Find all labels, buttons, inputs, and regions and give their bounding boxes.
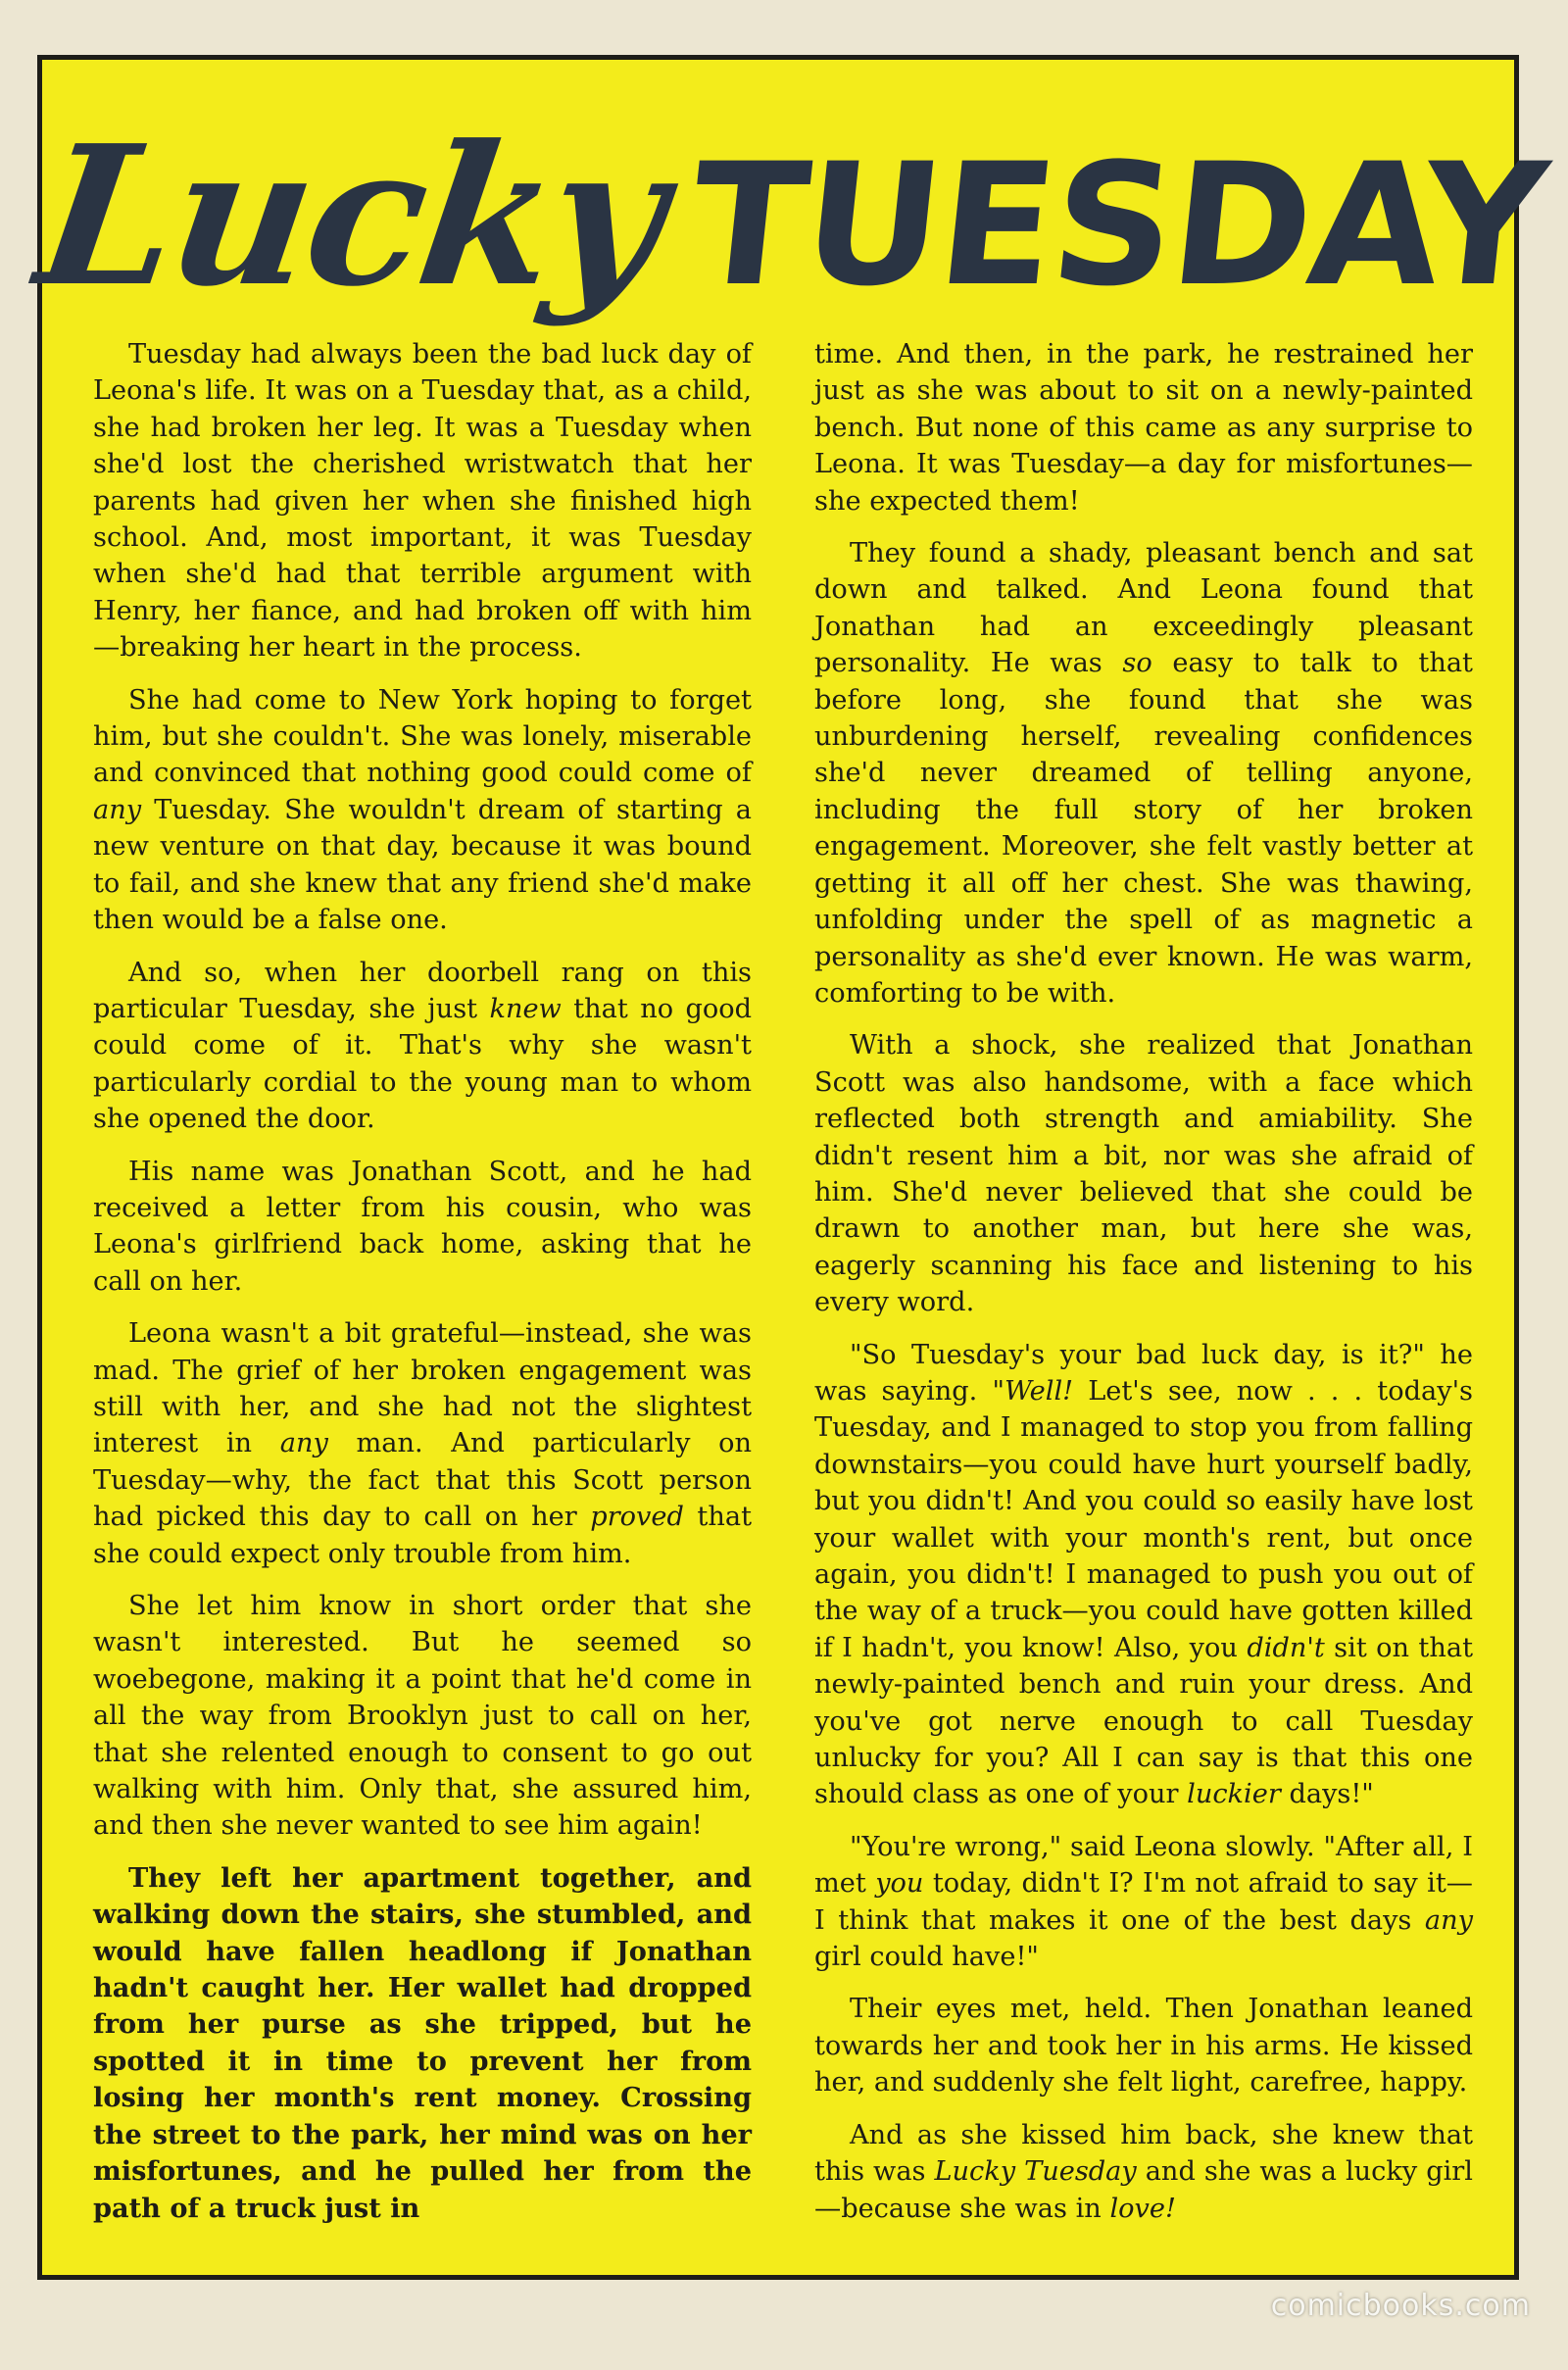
paragraph: She had come to New York hoping to forget him, but she couldn't. She was lonely, miserable and convinced that nothing good could come of any Tuesday. She wouldn't dream of starting a new venture on that day, because it was bound to fail, and she knew that any friend she'd make then would be a false one. <box>93 684 752 936</box>
paragraph: With a shock, she realized that Jonathan Scott was also handsome, with a face which reflected both strength and amiability. She didn't resent him a bit, nor was she afraid of him. She'd never believed that she could be drawn to another man, but here she was, eagerly scanning his face and listening to his every word. <box>814 1030 1473 1318</box>
paragraph: Tuesday had always been the bad luck day of Leona's life. It was on a Tuesday that, as a child, she had broken her leg. It was a Tuesday when she'd lost the cherished wristwatch that her parents had given her when she finished high school. And, most important, it was Tuesday when she'd had that terrible argument with Henry, her fiance, and had broken off with him—breaking her heart in the process. <box>93 339 752 664</box>
story-title <box>25 99 1554 334</box>
paragraph: "So Tuesday's your bad luck day, is it?" he was saying. "Well! Let's see, now . . . today's Tuesday, and I managed to stop you from falling downstairs—you could have hurt yourself badly, but you didn't! And you could so easily have lost your wallet with your month's rent, but once again, you didn't! I managed to push you out of the way of a truck—you could have gotten killed if I hadn't, you know! Also, you didn't sit on that newly-painted bench and ruin your dress. And you've got nerve enough to call Tuesday unlucky for you? All I can say is that this one should class as one of your luckier days!" <box>814 1339 1474 1810</box>
paragraph: Their eyes met, held. Then Jonathan leaned towards her and took her in his arms. He kissed her, and suddenly she felt light, carefree, happy. <box>814 1994 1473 2098</box>
paragraph: They found a shady, pleasant bench and sat down and talked. And Leona found that Jonathan had an exceedingly pleasant personality. He was so easy to talk to that before long, she found that she was unburdening herself, revealing confidences she'd never dreamed of telling anyone, including the full story of her broken engagement. Moreover, she felt vastly better at getting it all off her chest. She was thawing, unfolding under the spell of as magnetic a personality as she'd ever known. He was warm, comforting to be with. <box>814 538 1473 1009</box>
paragraph: time. And then, in the park, he restrained her just as she was about to sit on a newly-painted bench. But none of this came as any surprise to Leona. It was Tuesday—a day for misfortunes—she expected them! <box>814 339 1473 517</box>
paragraph: She let him know in short order that she wasn't interested. But he seemed so woebegone, making it a point that he'd come in all the way from Brooklyn just to call on her, that she relented enough to consent to go out walking with him. Only that, she assured him, and then she never wanted to see him again! <box>93 1591 752 1842</box>
paragraph: Leona wasn't a bit grateful—instead, she was mad. The grief of her broken engagement was still with her, and she had not the slightest interest in any man. And particularly on Tuesday—why, the fact that this Scott person had picked this day to call on her proved that she could expect only trouble from him. <box>93 1318 753 1569</box>
story-panel <box>25 55 1554 2280</box>
paragraph: And as she kissed him back, she knew that this was Lucky Tuesday and she was a lucky girl—because she was in love! <box>814 2119 1473 2224</box>
paragraph: His name was Jonathan Scott, and he had received a letter from his cousin, who was Leona's girlfriend back home, asking that he call on her. <box>93 1156 752 1297</box>
title-script-word: Lucky <box>25 104 675 329</box>
paragraph: And so, when her doorbell rang on this particular Tuesday, she just knew that no good could come of it. That's why she wasn't particularly cordial to the young man to whom she opened the door. <box>93 957 752 1135</box>
left-column <box>93 336 752 2243</box>
paragraph: "You're wrong," said Leona slowly. "After all, I met you today, didn't I? I'm not afraid to say it—I think that makes it one of the best days any girl could have!" <box>814 1831 1473 1973</box>
title-block-word: TUESDAY <box>681 126 1554 323</box>
site-watermark: comicbooks.com <box>1270 2289 1531 2323</box>
paragraph: They left her apartment together, and walking down the stairs, she stumbled, and would have fallen headlong if Jonathan hadn't caught her. Her wallet had dropped from her purse as she tripped, but he spotted it in time to prevent her from losing her month's rent money. Crossing the street to the park, her mind was on her misfortunes, and he pulled her from the path of a truck just in <box>93 1861 752 2224</box>
right-column <box>814 336 1473 2243</box>
